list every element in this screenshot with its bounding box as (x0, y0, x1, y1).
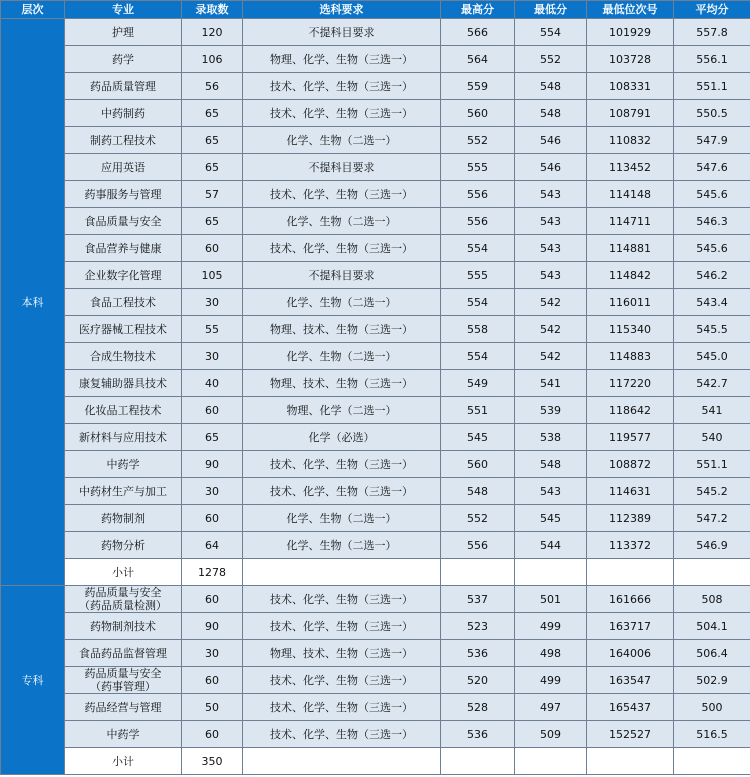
min-rank-cell: 101929 (587, 19, 674, 46)
min-score-cell: 543 (515, 235, 587, 262)
max-score-cell: 566 (441, 19, 515, 46)
table-row (1, 343, 750, 370)
table-row (1, 289, 750, 316)
header-avg-score: 平均分 (674, 1, 750, 19)
max-score-cell: 548 (441, 478, 515, 505)
min-rank-cell: 164006 (587, 640, 674, 667)
admitted-cell: 50 (182, 694, 243, 721)
table-row (1, 235, 750, 262)
min-score-cell: 546 (515, 154, 587, 181)
table-row (1, 613, 750, 640)
subject-requirement-cell: 物理、技术、生物（三选一） (243, 640, 441, 667)
min-rank-cell: 152527 (587, 721, 674, 748)
min-score-cell: 499 (515, 667, 587, 694)
subject-requirement-cell: 不提科目要求 (243, 262, 441, 289)
level-cell: 本科 (1, 19, 65, 586)
max-score-cell: 555 (441, 154, 515, 181)
min-score-cell: 543 (515, 181, 587, 208)
major-cell: 药学 (65, 46, 182, 73)
avg-score-cell: 547.6 (674, 154, 750, 181)
min-rank-cell: 117220 (587, 370, 674, 397)
major-cell: 食品药品监督管理 (65, 640, 182, 667)
min-score-cell: 542 (515, 343, 587, 370)
avg-score-cell: 546.2 (674, 262, 750, 289)
min-rank-cell: 114631 (587, 478, 674, 505)
major-cell: 中药学 (65, 451, 182, 478)
subject-requirement-cell: 技术、化学、生物（三选一） (243, 478, 441, 505)
subject-requirement-cell: 化学、生物（二选一） (243, 208, 441, 235)
avg-score-cell: 546.9 (674, 532, 750, 559)
subject-requirement-cell: 化学、生物（二选一） (243, 532, 441, 559)
max-score-cell: 554 (441, 289, 515, 316)
min-rank-cell: 118642 (587, 397, 674, 424)
table-row (1, 208, 750, 235)
max-score-cell: 552 (441, 505, 515, 532)
table-row (1, 397, 750, 424)
subtotal-count: 1278 (182, 559, 243, 586)
level-cell: 专科 (1, 586, 65, 775)
avg-score-cell: 557.8 (674, 19, 750, 46)
min-score-cell: 543 (515, 208, 587, 235)
admitted-cell: 106 (182, 46, 243, 73)
min-score-cell: 552 (515, 46, 587, 73)
subject-requirement-cell: 技术、化学、生物（三选一） (243, 451, 441, 478)
admitted-cell: 60 (182, 505, 243, 532)
subject-requirement-cell: 化学、生物（二选一） (243, 505, 441, 532)
empty-cell (515, 748, 587, 775)
avg-score-cell: 502.9 (674, 667, 750, 694)
subject-requirement-cell: 技术、化学、生物（三选一） (243, 100, 441, 127)
max-score-cell: 537 (441, 586, 515, 613)
max-score-cell: 556 (441, 181, 515, 208)
min-rank-cell: 103728 (587, 46, 674, 73)
admitted-cell: 30 (182, 640, 243, 667)
avg-score-cell: 506.4 (674, 640, 750, 667)
header-admitted: 录取数 (182, 1, 243, 19)
avg-score-cell: 546.3 (674, 208, 750, 235)
max-score-cell: 554 (441, 343, 515, 370)
max-score-cell: 551 (441, 397, 515, 424)
major-cell: 医疗器械工程技术 (65, 316, 182, 343)
min-rank-cell: 112389 (587, 505, 674, 532)
min-score-cell: 548 (515, 100, 587, 127)
avg-score-cell: 545.6 (674, 181, 750, 208)
major-cell: 中药制药 (65, 100, 182, 127)
min-rank-cell: 165437 (587, 694, 674, 721)
admitted-cell: 56 (182, 73, 243, 100)
subject-requirement-cell: 化学（必选） (243, 424, 441, 451)
subject-requirement-cell: 技术、化学、生物（三选一） (243, 586, 441, 613)
avg-score-cell: 508 (674, 586, 750, 613)
empty-cell (441, 559, 515, 586)
min-score-cell: 543 (515, 262, 587, 289)
admitted-cell: 55 (182, 316, 243, 343)
max-score-cell: 564 (441, 46, 515, 73)
max-score-cell: 560 (441, 100, 515, 127)
table-row (1, 478, 750, 505)
header-min-score: 最低分 (515, 1, 587, 19)
min-score-cell: 548 (515, 451, 587, 478)
subject-requirement-cell: 技术、化学、生物（三选一） (243, 235, 441, 262)
subject-requirement-cell: 技术、化学、生物（三选一） (243, 613, 441, 640)
empty-cell (587, 748, 674, 775)
header-subject-requirement: 选科要求 (243, 1, 441, 19)
min-rank-cell: 108331 (587, 73, 674, 100)
min-score-cell: 545 (515, 505, 587, 532)
admitted-cell: 65 (182, 424, 243, 451)
admitted-cell: 60 (182, 397, 243, 424)
avg-score-cell: 540 (674, 424, 750, 451)
subject-requirement-cell: 化学、生物（二选一） (243, 289, 441, 316)
admitted-cell: 30 (182, 289, 243, 316)
major-cell: 食品工程技术 (65, 289, 182, 316)
avg-score-cell: 545.6 (674, 235, 750, 262)
major-cell: 康复辅助器具技术 (65, 370, 182, 397)
min-score-cell: 499 (515, 613, 587, 640)
subject-requirement-cell: 不提科目要求 (243, 154, 441, 181)
table-row (1, 694, 750, 721)
min-rank-cell: 163547 (587, 667, 674, 694)
avg-score-cell: 547.9 (674, 127, 750, 154)
empty-cell (243, 748, 441, 775)
table-row (1, 721, 750, 748)
subject-requirement-cell: 物理、技术、生物（三选一） (243, 370, 441, 397)
avg-score-cell: 545.0 (674, 343, 750, 370)
major-cell: 药物分析 (65, 532, 182, 559)
major-cell: 应用英语 (65, 154, 182, 181)
avg-score-cell: 543.4 (674, 289, 750, 316)
avg-score-cell: 545.5 (674, 316, 750, 343)
min-score-cell: 501 (515, 586, 587, 613)
min-rank-cell: 113372 (587, 532, 674, 559)
avg-score-cell: 500 (674, 694, 750, 721)
min-rank-cell: 116011 (587, 289, 674, 316)
table-row (1, 100, 750, 127)
table-row (1, 667, 750, 694)
max-score-cell: 536 (441, 721, 515, 748)
major-cell: 合成生物技术 (65, 343, 182, 370)
max-score-cell: 560 (441, 451, 515, 478)
admitted-cell: 60 (182, 235, 243, 262)
admitted-cell: 90 (182, 451, 243, 478)
subject-requirement-cell: 技术、化学、生物（三选一） (243, 73, 441, 100)
max-score-cell: 555 (441, 262, 515, 289)
empty-cell (674, 559, 750, 586)
admitted-cell: 90 (182, 613, 243, 640)
header-min-rank: 最低位次号 (587, 1, 674, 19)
min-score-cell: 548 (515, 73, 587, 100)
min-rank-cell: 114883 (587, 343, 674, 370)
empty-cell (515, 559, 587, 586)
table-row (1, 640, 750, 667)
avg-score-cell: 551.1 (674, 73, 750, 100)
subject-requirement-cell: 技术、化学、生物（三选一） (243, 694, 441, 721)
avg-score-cell: 541 (674, 397, 750, 424)
major-cell: 护理 (65, 19, 182, 46)
max-score-cell: 549 (441, 370, 515, 397)
header-major: 专业 (65, 1, 182, 19)
min-score-cell: 554 (515, 19, 587, 46)
avg-score-cell: 556.1 (674, 46, 750, 73)
min-score-cell: 509 (515, 721, 587, 748)
max-score-cell: 545 (441, 424, 515, 451)
avg-score-cell: 542.7 (674, 370, 750, 397)
table-row (1, 424, 750, 451)
min-score-cell: 542 (515, 316, 587, 343)
table-row (1, 586, 750, 613)
table-row (1, 451, 750, 478)
subject-requirement-cell: 物理、技术、生物（三选一） (243, 316, 441, 343)
min-score-cell: 544 (515, 532, 587, 559)
admitted-cell: 57 (182, 181, 243, 208)
min-rank-cell: 113452 (587, 154, 674, 181)
subtotal-row (1, 748, 750, 775)
avg-score-cell: 547.2 (674, 505, 750, 532)
subtotal-row (1, 559, 750, 586)
admitted-cell: 40 (182, 370, 243, 397)
max-score-cell: 552 (441, 127, 515, 154)
major-cell: 药品质量与安全 （药事管理） (65, 667, 182, 694)
subject-requirement-cell: 不提科目要求 (243, 19, 441, 46)
table-row (1, 73, 750, 100)
table-row (1, 154, 750, 181)
table-row (1, 181, 750, 208)
subject-requirement-cell: 技术、化学、生物（三选一） (243, 667, 441, 694)
avg-score-cell: 516.5 (674, 721, 750, 748)
min-rank-cell: 114711 (587, 208, 674, 235)
admitted-cell: 30 (182, 343, 243, 370)
avg-score-cell: 545.2 (674, 478, 750, 505)
admitted-cell: 105 (182, 262, 243, 289)
major-cell: 药品质量与安全 （药品质量检测） (65, 586, 182, 613)
admitted-cell: 65 (182, 127, 243, 154)
max-score-cell: 556 (441, 208, 515, 235)
admitted-cell: 60 (182, 667, 243, 694)
admitted-cell: 65 (182, 154, 243, 181)
admitted-cell: 60 (182, 721, 243, 748)
table-row (1, 46, 750, 73)
avg-score-cell: 550.5 (674, 100, 750, 127)
major-cell: 制药工程技术 (65, 127, 182, 154)
min-score-cell: 539 (515, 397, 587, 424)
min-score-cell: 542 (515, 289, 587, 316)
min-rank-cell: 161666 (587, 586, 674, 613)
min-rank-cell: 108872 (587, 451, 674, 478)
major-cell: 食品营养与健康 (65, 235, 182, 262)
table-row (1, 19, 750, 46)
min-rank-cell: 114148 (587, 181, 674, 208)
header-max-score: 最高分 (441, 1, 515, 19)
subject-requirement-cell: 技术、化学、生物（三选一） (243, 181, 441, 208)
table-row (1, 127, 750, 154)
major-cell: 中药学 (65, 721, 182, 748)
admitted-cell: 65 (182, 208, 243, 235)
empty-cell (674, 748, 750, 775)
min-score-cell: 546 (515, 127, 587, 154)
subject-requirement-cell: 技术、化学、生物（三选一） (243, 721, 441, 748)
major-cell: 新材料与应用技术 (65, 424, 182, 451)
min-score-cell: 541 (515, 370, 587, 397)
max-score-cell: 556 (441, 532, 515, 559)
table-row (1, 262, 750, 289)
subject-requirement-cell: 化学、生物（二选一） (243, 343, 441, 370)
subtotal-label: 小计 (65, 748, 182, 775)
table-row (1, 532, 750, 559)
major-cell: 药物制剂 (65, 505, 182, 532)
empty-cell (243, 559, 441, 586)
min-rank-cell: 108791 (587, 100, 674, 127)
subtotal-count: 350 (182, 748, 243, 775)
major-cell: 药品质量管理 (65, 73, 182, 100)
max-score-cell: 558 (441, 316, 515, 343)
subject-requirement-cell: 物理、化学、生物（三选一） (243, 46, 441, 73)
max-score-cell: 554 (441, 235, 515, 262)
empty-cell (441, 748, 515, 775)
major-cell: 企业数字化管理 (65, 262, 182, 289)
header-row (1, 1, 750, 19)
major-cell: 药物制剂技术 (65, 613, 182, 640)
admitted-cell: 65 (182, 100, 243, 127)
min-score-cell: 538 (515, 424, 587, 451)
admitted-cell: 64 (182, 532, 243, 559)
admitted-cell: 60 (182, 586, 243, 613)
max-score-cell: 528 (441, 694, 515, 721)
table-row (1, 505, 750, 532)
avg-score-cell: 504.1 (674, 613, 750, 640)
empty-cell (587, 559, 674, 586)
table-row (1, 316, 750, 343)
admitted-cell: 30 (182, 478, 243, 505)
major-cell: 药事服务与管理 (65, 181, 182, 208)
table-row (1, 370, 750, 397)
min-score-cell: 497 (515, 694, 587, 721)
min-score-cell: 498 (515, 640, 587, 667)
min-rank-cell: 119577 (587, 424, 674, 451)
max-score-cell: 523 (441, 613, 515, 640)
min-score-cell: 543 (515, 478, 587, 505)
min-rank-cell: 114842 (587, 262, 674, 289)
min-rank-cell: 163717 (587, 613, 674, 640)
avg-score-cell: 551.1 (674, 451, 750, 478)
admitted-cell: 120 (182, 19, 243, 46)
subject-requirement-cell: 物理、化学（二选一） (243, 397, 441, 424)
max-score-cell: 520 (441, 667, 515, 694)
major-cell: 药品经营与管理 (65, 694, 182, 721)
subject-requirement-cell: 化学、生物（二选一） (243, 127, 441, 154)
max-score-cell: 536 (441, 640, 515, 667)
max-score-cell: 559 (441, 73, 515, 100)
min-rank-cell: 110832 (587, 127, 674, 154)
major-cell: 食品质量与安全 (65, 208, 182, 235)
min-rank-cell: 114881 (587, 235, 674, 262)
min-rank-cell: 115340 (587, 316, 674, 343)
major-cell: 化妆品工程技术 (65, 397, 182, 424)
major-cell: 中药材生产与加工 (65, 478, 182, 505)
subtotal-label: 小计 (65, 559, 182, 586)
header-level: 层次 (1, 1, 65, 19)
